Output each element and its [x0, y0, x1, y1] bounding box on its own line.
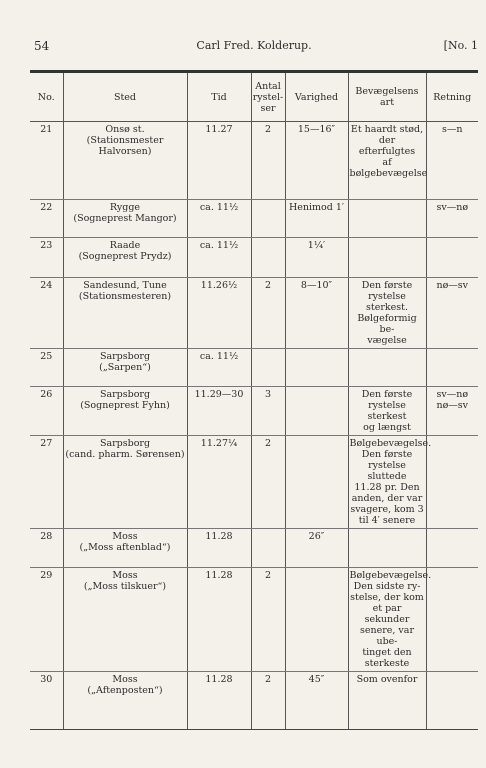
table-cell-art	[348, 349, 426, 387]
table-cell-tid: 11.28	[187, 529, 251, 568]
table-cell-sted: Moss („Moss aftenblad“)	[63, 529, 187, 568]
column-header: Antal rystel- ser	[251, 73, 285, 122]
table-cell-art: Den første rystelse sterkest. Bølgeformig be- vægelse	[348, 278, 426, 349]
table-cell-art: Den første rystelse sterkest og længst	[348, 387, 426, 436]
column-header: Retning	[426, 73, 478, 122]
table-cell-no: 28	[30, 529, 63, 568]
table-cell-sted: Onsø st. (Stationsmester Halvorsen)	[63, 122, 187, 200]
table-cell-sted: Moss („Moss tilskuer“)	[63, 568, 187, 672]
table-cell-antal	[251, 238, 285, 278]
table-cell-retning	[426, 349, 478, 387]
table-cell-varighed	[285, 568, 348, 672]
table-cell-sted: Sarpsborg („Sarpen“)	[63, 349, 187, 387]
table-cell-no: 21	[30, 122, 63, 200]
table-cell-tid: ca. 11½	[187, 238, 251, 278]
table-cell-art	[348, 200, 426, 238]
table-cell-art	[348, 529, 426, 568]
table-header-row	[30, 73, 478, 122]
column-header: No.	[30, 73, 63, 122]
table-cell-retning	[426, 568, 478, 672]
table-cell-retning	[426, 529, 478, 568]
table-cell-varighed	[285, 436, 348, 529]
table-cell-no: 27	[30, 436, 63, 529]
table-cell-retning: sv—nø nø—sv	[426, 387, 478, 436]
table-cell-no: 29	[30, 568, 63, 672]
table-row	[30, 387, 478, 436]
table-cell-no: 23	[30, 238, 63, 278]
table-row	[30, 436, 478, 529]
table-cell-varighed: 15—16″	[285, 122, 348, 200]
table-cell-no: 25	[30, 349, 63, 387]
table-cell-varighed: 1¼′	[285, 238, 348, 278]
table-cell-tid: 11.28	[187, 568, 251, 672]
table-cell-varighed: 45″	[285, 672, 348, 730]
table-cell-art	[348, 238, 426, 278]
table-cell-sted: Moss („Aftenposten“)	[63, 672, 187, 730]
table-cell-retning	[426, 436, 478, 529]
column-header: Tid	[187, 73, 251, 122]
table-cell-art: Bølgebevægelse. Den første rystelse sluttede 11.28 pr. Den anden, der var svagere, kom 3 til 4′ senere	[348, 436, 426, 529]
table-cell-tid: 11.26½	[187, 278, 251, 349]
table-cell-sted: Sandesund, Tune (Stationsmesteren)	[63, 278, 187, 349]
page-header	[30, 38, 478, 54]
table-cell-no: 22	[30, 200, 63, 238]
table-cell-tid: ca. 11½	[187, 200, 251, 238]
column-header: Bevægelsens art	[348, 73, 426, 122]
table-cell-sted: Raade (Sogneprest Prydz)	[63, 238, 187, 278]
table-cell-antal	[251, 349, 285, 387]
table-cell-no: 30	[30, 672, 63, 730]
page-number: 54	[34, 39, 50, 53]
table-cell-sted: Rygge (Sogneprest Mangor)	[63, 200, 187, 238]
table-cell-no: 24	[30, 278, 63, 349]
table-cell-sted: Sarpsborg (Sogneprest Fyhn)	[63, 387, 187, 436]
table-cell-varighed: Henimod 1′	[285, 200, 348, 238]
table-cell-antal: 2	[251, 672, 285, 730]
table-cell-antal: 2	[251, 122, 285, 200]
table-cell-retning	[426, 238, 478, 278]
table-cell-antal: 2	[251, 278, 285, 349]
table-cell-retning: sv—nø	[426, 200, 478, 238]
table-cell-varighed: 26″	[285, 529, 348, 568]
table-row	[30, 200, 478, 238]
table-row	[30, 349, 478, 387]
table-cell-antal	[251, 200, 285, 238]
table-row	[30, 529, 478, 568]
issue-number: [No. 1	[443, 39, 478, 52]
table-row	[30, 122, 478, 200]
table-cell-tid: ca. 11½	[187, 349, 251, 387]
table-cell-sted: Sarpsborg (cand. pharm. Sørensen)	[63, 436, 187, 529]
table-row	[30, 568, 478, 672]
column-header: Sted	[63, 73, 187, 122]
table-row	[30, 672, 478, 730]
table-cell-retning: nø—sv	[426, 278, 478, 349]
column-header: Varighed	[285, 73, 348, 122]
table-cell-tid: 11.29—30	[187, 387, 251, 436]
table-cell-antal: 2	[251, 436, 285, 529]
table-cell-tid: 11.27¼	[187, 436, 251, 529]
table-cell-antal: 3	[251, 387, 285, 436]
table-cell-varighed	[285, 387, 348, 436]
table-cell-retning: s—n	[426, 122, 478, 200]
table-cell-varighed: 8—10″	[285, 278, 348, 349]
table-cell-retning	[426, 672, 478, 730]
table-row	[30, 278, 478, 349]
table-row	[30, 238, 478, 278]
table-cell-no: 26	[30, 387, 63, 436]
table-cell-antal	[251, 529, 285, 568]
table-cell-varighed	[285, 349, 348, 387]
earthquake-table	[30, 73, 478, 730]
table-cell-art: Et haardt stød, der efterfulgtes af bølgebevægelse	[348, 122, 426, 200]
table-cell-tid: 11.27	[187, 122, 251, 200]
table-cell-art: Bølgebevægelse. Den sidste ry- stelse, der kom et par sekunder senere, var ube- tinget den sterkeste	[348, 568, 426, 672]
table-cell-art: Som ovenfor	[348, 672, 426, 730]
table-cell-antal: 2	[251, 568, 285, 672]
table-cell-tid: 11.28	[187, 672, 251, 730]
running-title: Carl Fred. Kolderup.	[196, 39, 312, 52]
